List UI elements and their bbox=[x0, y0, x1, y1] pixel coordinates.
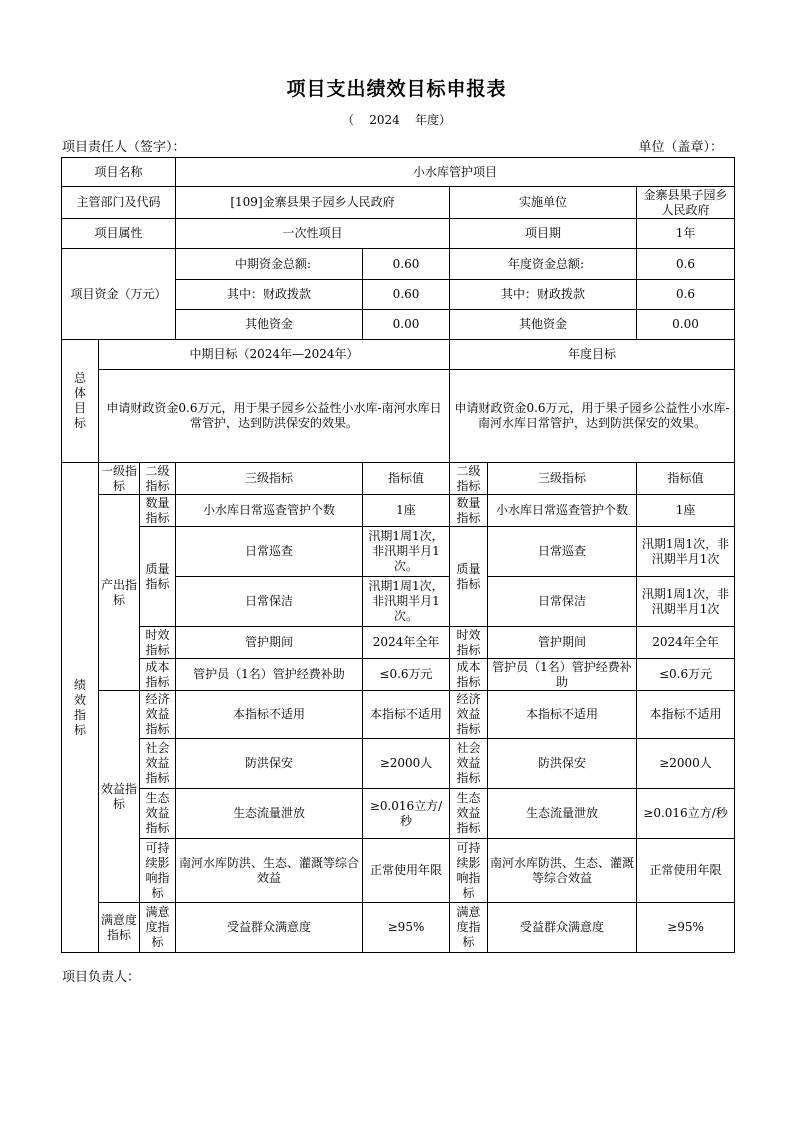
quality-l2: 质量指标 bbox=[140, 527, 176, 627]
satisfaction-l3: 受益群众满意度 bbox=[176, 903, 363, 953]
quality1-l3: 日常巡查 bbox=[176, 527, 363, 577]
dept-value: [109]金寨县果子园乡人民政府 bbox=[176, 187, 450, 219]
mid-fiscal-value: 0.60 bbox=[363, 280, 450, 310]
quality2-mid: 汛期1周1次，非汛期半月1次。 bbox=[363, 577, 450, 627]
header-l3: 三级指标 bbox=[176, 463, 363, 495]
year-goal-header: 年度目标 bbox=[450, 340, 735, 370]
page-title: 项目支出绩效目标申报表 bbox=[286, 78, 507, 100]
satisfaction-year: ≥95% bbox=[637, 903, 735, 953]
mid-fiscal-label: 其中：财政拨款 bbox=[176, 280, 363, 310]
quality1-year: 汛期1周1次，非汛期半月1次 bbox=[637, 527, 735, 577]
impl-label: 实施单位 bbox=[450, 187, 637, 219]
year-fiscal-label: 其中：财政拨款 bbox=[450, 280, 637, 310]
social-mid: ≥2000人 bbox=[363, 739, 450, 789]
timeliness-l3-year: 管护期间 bbox=[488, 627, 637, 659]
impl-value: 金寨县果子园乡人民政府 bbox=[637, 187, 735, 219]
year-goal-text: 申请财政资金0.6万元，用于果子园乡公益性小水库-南河水库日常管护，达到防洪保安的效果。 bbox=[450, 370, 735, 463]
dept-label: 主管部门及代码 bbox=[62, 187, 176, 219]
satisfaction-l2-year: 满意度指标 bbox=[450, 903, 488, 953]
ecological-year: ≥0.016立方/秒 bbox=[637, 789, 735, 839]
output-label: 产出指标 bbox=[99, 495, 140, 691]
cost-l2: 成本指标 bbox=[140, 659, 176, 691]
quantity-l3: 小水库日常巡查管护个数 bbox=[176, 495, 363, 527]
satisfaction-mid: ≥95% bbox=[363, 903, 450, 953]
header-l2: 二级指标 bbox=[140, 463, 176, 495]
year-total-label: 年度资金总额: bbox=[450, 249, 637, 280]
header-l3-year: 三级指标 bbox=[488, 463, 637, 495]
unit-seal-label: 单位（盖章）： bbox=[638, 140, 723, 155]
mid-goal-header: 中期目标（2024年—2024年） bbox=[99, 340, 450, 370]
perf-label: 绩效指标 bbox=[62, 463, 99, 953]
project-name-label: 项目名称 bbox=[62, 158, 176, 187]
mid-goal-text: 申请财政资金0.6万元，用于果子园乡公益性小水库-南河水库日常管护，达到防洪保安的效果。 bbox=[99, 370, 450, 463]
sustainable-l2: 可持续影响指标 bbox=[140, 839, 176, 903]
benefit-label: 效益指标 bbox=[99, 691, 140, 903]
economic-year: 本指标不适用 bbox=[637, 691, 735, 739]
project-leader-label: 项目负责人： bbox=[62, 970, 141, 985]
sustainable-l3: 南河水库防洪、生态、灌溉等综合效益 bbox=[176, 839, 363, 903]
quantity-l3-year: 小水库日常巡查管护个数 bbox=[488, 495, 637, 527]
cost-l2-year: 成本指标 bbox=[450, 659, 488, 691]
mid-total-label: 中期资金总额: bbox=[176, 249, 363, 280]
year-value: 2024 bbox=[369, 113, 400, 127]
economic-l3: 本指标不适用 bbox=[176, 691, 363, 739]
sustainable-l3-year: 南河水库防洪、生态、灌溉等综合效益 bbox=[488, 839, 637, 903]
year-fiscal-value: 0.6 bbox=[637, 280, 735, 310]
timeliness-l2-year: 时效指标 bbox=[450, 627, 488, 659]
year-other-label: 其他资金 bbox=[450, 310, 637, 340]
economic-l2-year: 经济效益指标 bbox=[450, 691, 488, 739]
satisfaction-l3-year: 受益群众满意度 bbox=[488, 903, 637, 953]
economic-l2: 经济效益指标 bbox=[140, 691, 176, 739]
sustainable-mid: 正常使用年限 bbox=[363, 839, 450, 903]
quantity-l2: 数量指标 bbox=[140, 495, 176, 527]
quality1-mid: 汛期1周1次，非汛期半月1次。 bbox=[363, 527, 450, 577]
funds-label: 项目资金（万元） bbox=[62, 249, 176, 340]
performance-target-table bbox=[61, 157, 735, 953]
fiscal-year: （ 2024 年度） bbox=[341, 113, 452, 127]
quantity-year: 1座 bbox=[637, 495, 735, 527]
year-total-value: 0.6 bbox=[637, 249, 735, 280]
social-l2-year: 社会效益指标 bbox=[450, 739, 488, 789]
mid-other-value: 0.00 bbox=[363, 310, 450, 340]
sustainable-l2-year: 可持续影响指标 bbox=[450, 839, 488, 903]
attr-value: 一次性项目 bbox=[176, 219, 450, 249]
social-l3-year: 防洪保安 bbox=[488, 739, 637, 789]
economic-l3-year: 本指标不适用 bbox=[488, 691, 637, 739]
satisfaction-label: 满意度指标 bbox=[99, 903, 140, 953]
timeliness-year: 2024年全年 bbox=[637, 627, 735, 659]
timeliness-mid: 2024年全年 bbox=[363, 627, 450, 659]
period-value: 1年 bbox=[637, 219, 735, 249]
quality-l2-year: 质量指标 bbox=[450, 527, 488, 627]
project-name-value: 小水库管护项目 bbox=[176, 158, 735, 187]
attr-label: 项目属性 bbox=[62, 219, 176, 249]
social-l3: 防洪保安 bbox=[176, 739, 363, 789]
quality2-year: 汛期1周1次，非汛期半月1次 bbox=[637, 577, 735, 627]
header-mid-value: 指标值 bbox=[363, 463, 450, 495]
year-other-value: 0.00 bbox=[637, 310, 735, 340]
cost-l3-year: 管护员（1名）管护经费补助 bbox=[488, 659, 637, 691]
quantity-l2-year: 数量指标 bbox=[450, 495, 488, 527]
mid-other-label: 其他资金 bbox=[176, 310, 363, 340]
timeliness-l3: 管护期间 bbox=[176, 627, 363, 659]
social-year: ≥2000人 bbox=[637, 739, 735, 789]
responsible-signature-label: 项目责任人（签字）： bbox=[62, 140, 186, 155]
ecological-l2: 生态效益指标 bbox=[140, 789, 176, 839]
header-l1: 一级指标 bbox=[99, 463, 140, 495]
ecological-mid: ≥0.016立方/秒 bbox=[363, 789, 450, 839]
quantity-mid: 1座 bbox=[363, 495, 450, 527]
header-l2-year: 二级指标 bbox=[450, 463, 488, 495]
quality2-l3: 日常保洁 bbox=[176, 577, 363, 627]
cost-year: ≤0.6万元 bbox=[637, 659, 735, 691]
timeliness-l2: 时效指标 bbox=[140, 627, 176, 659]
ecological-l2-year: 生态效益指标 bbox=[450, 789, 488, 839]
cost-l3: 管护员（1名）管护经费补助 bbox=[176, 659, 363, 691]
sustainable-year: 正常使用年限 bbox=[637, 839, 735, 903]
quality1-l3-year: 日常巡查 bbox=[488, 527, 637, 577]
period-label: 项目期 bbox=[450, 219, 637, 249]
cost-mid: ≤0.6万元 bbox=[363, 659, 450, 691]
mid-total-value: 0.60 bbox=[363, 249, 450, 280]
overall-goal-label: 总体目标 bbox=[62, 340, 99, 463]
satisfaction-l2: 满意度指标 bbox=[140, 903, 176, 953]
economic-mid: 本指标不适用 bbox=[363, 691, 450, 739]
ecological-l3-year: 生态流量泄放 bbox=[488, 789, 637, 839]
social-l2: 社会效益指标 bbox=[140, 739, 176, 789]
ecological-l3: 生态流量泄放 bbox=[176, 789, 363, 839]
header-year-value: 指标值 bbox=[637, 463, 735, 495]
quality2-l3-year: 日常保洁 bbox=[488, 577, 637, 627]
